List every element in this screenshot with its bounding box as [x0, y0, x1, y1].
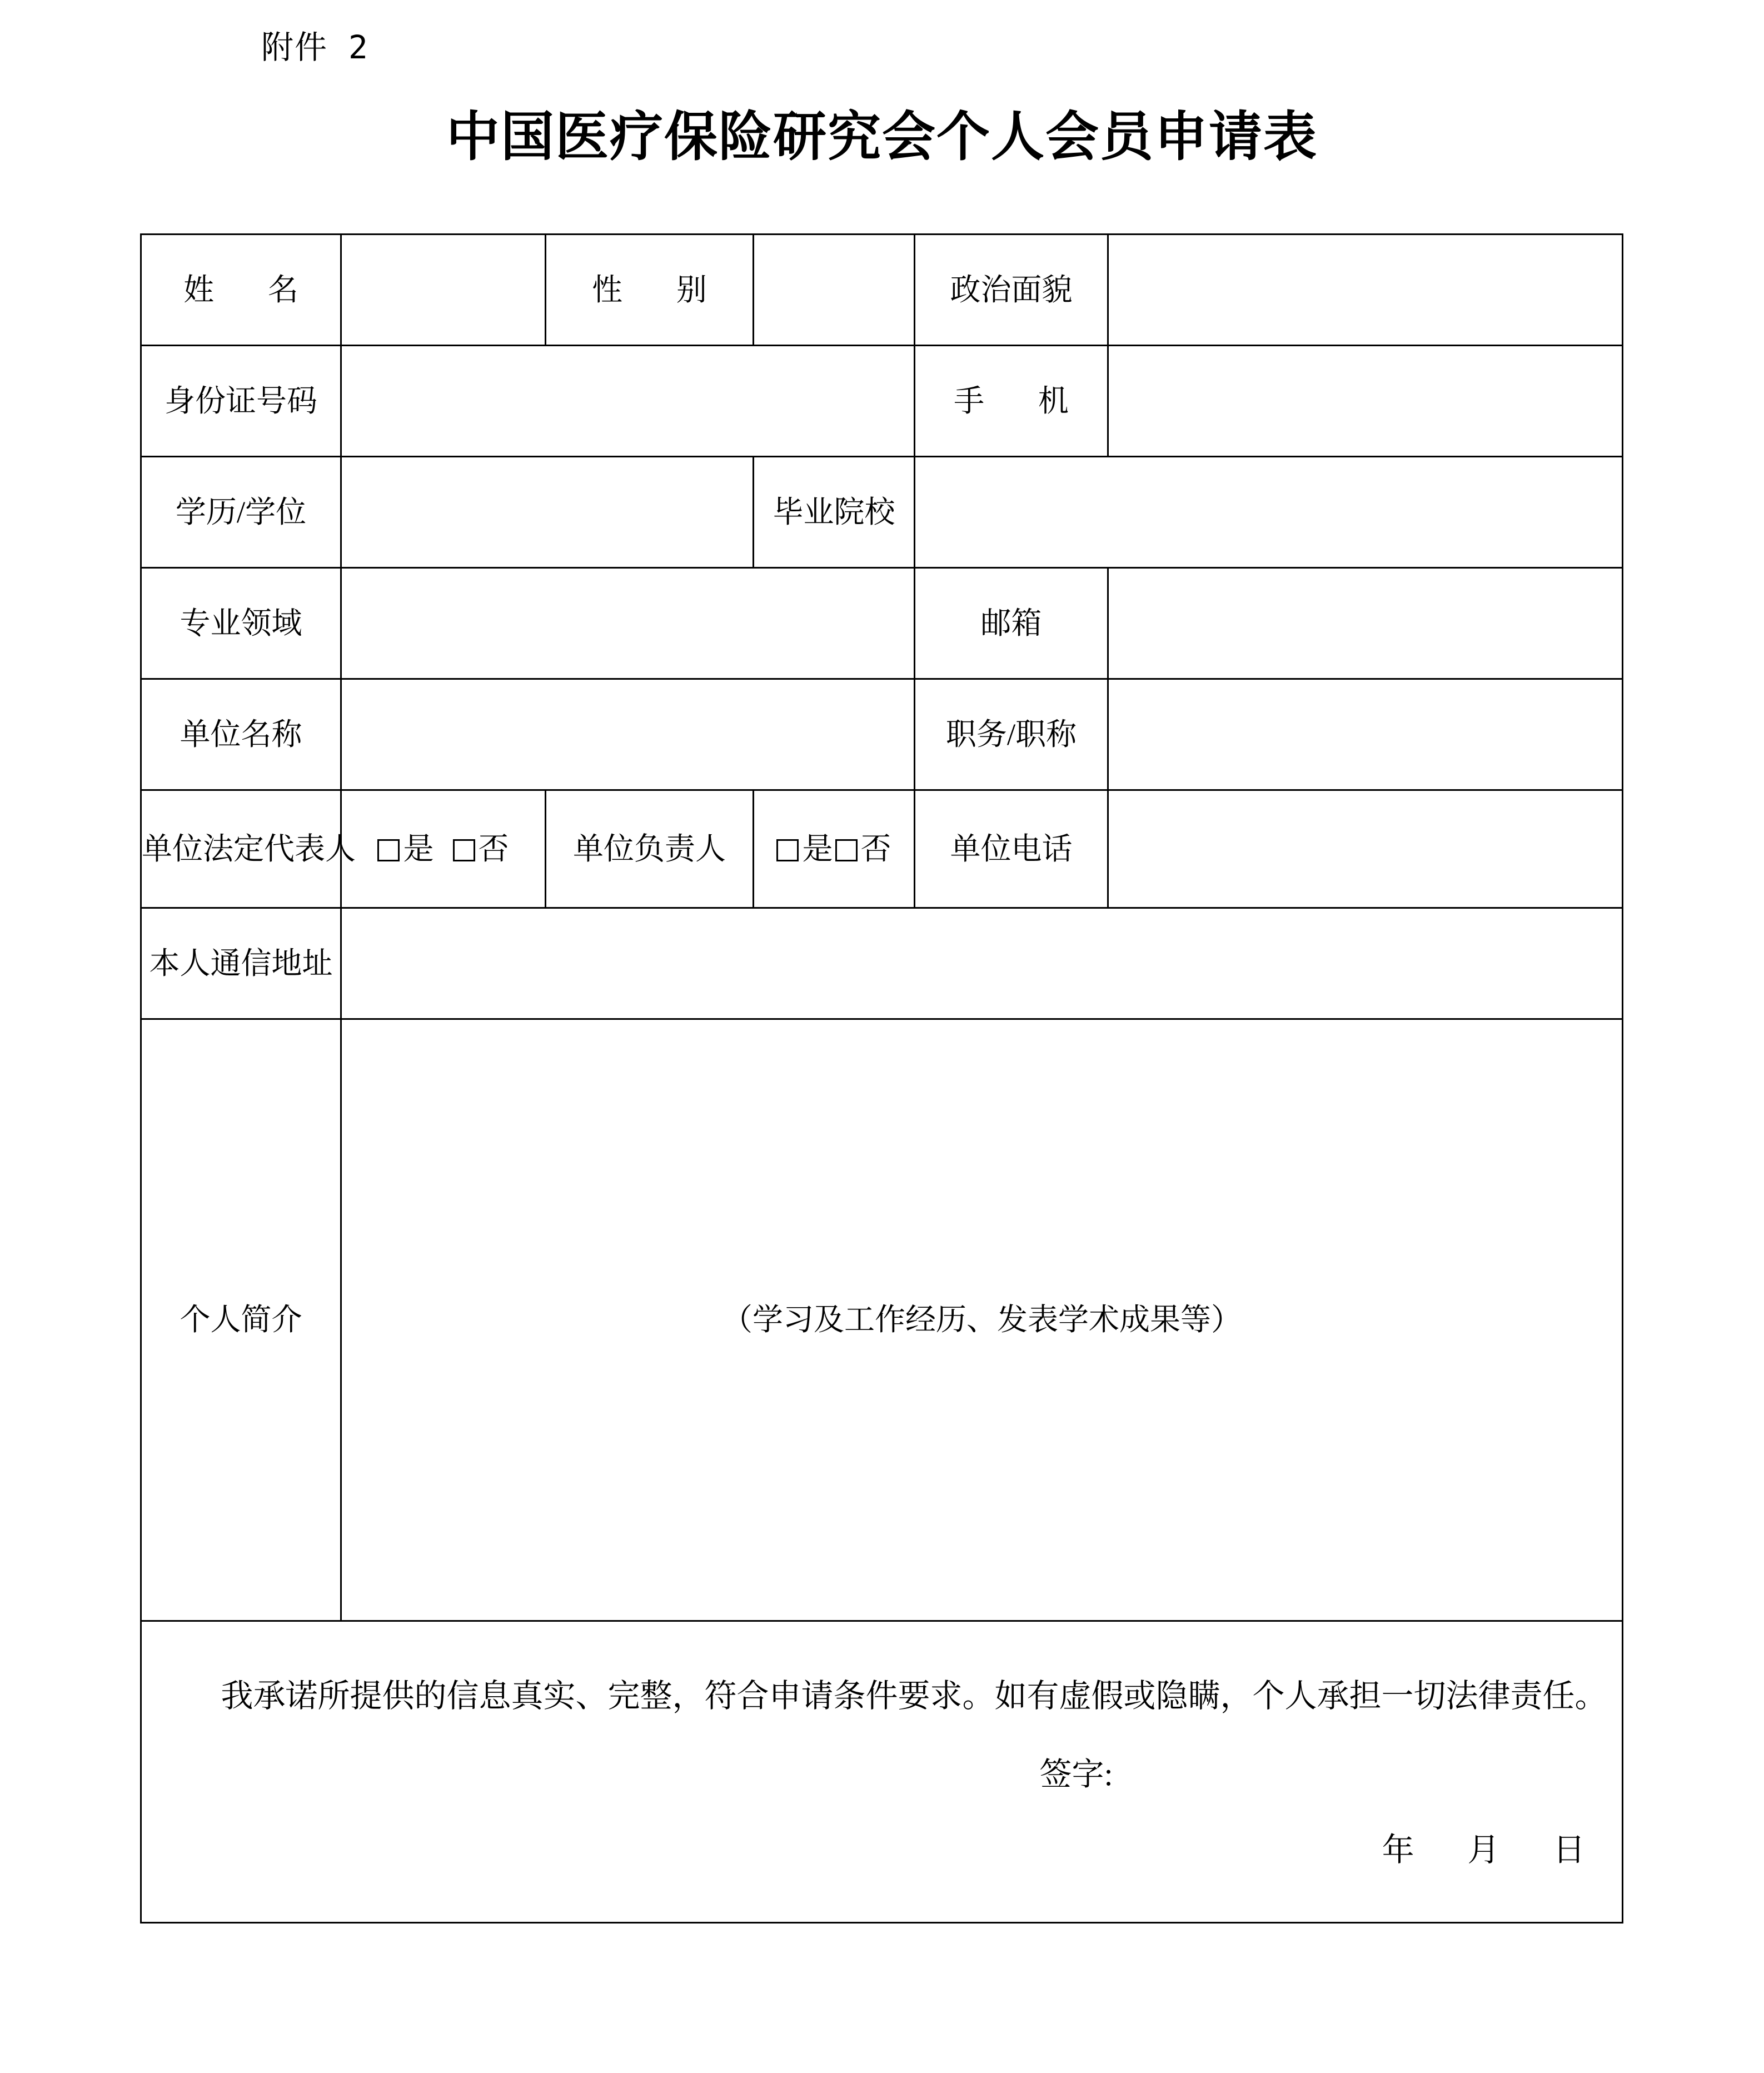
table-row	[141, 1621, 1623, 1923]
label-professional-field	[141, 568, 341, 679]
legal-no-label: 否	[478, 831, 509, 866]
date-year-label: 年	[1382, 1831, 1418, 1868]
label-work-unit-text: 单位名称	[180, 717, 302, 751]
leader-yes-label: 是	[802, 831, 833, 866]
label-political-status	[915, 235, 1108, 346]
date-line[interactable]	[142, 1827, 1622, 1873]
signature-label: 签字:	[1039, 1756, 1113, 1792]
label-name-text: 姓 名	[183, 272, 310, 307]
field-mailing-address[interactable]	[341, 908, 1623, 1019]
label-gender-text: 性 别	[592, 272, 719, 307]
date-month-label: 月	[1467, 1831, 1503, 1868]
label-id-number-text: 身份证号码	[164, 383, 317, 418]
page-title: 中国医疗保险研究会个人会员申请表	[446, 105, 1318, 168]
field-work-unit[interactable]	[341, 679, 915, 790]
table-row	[141, 235, 1623, 346]
label-unit-phone-text: 单位电话	[950, 831, 1073, 866]
table-row	[141, 457, 1623, 568]
legal-yes-label: 是	[403, 831, 434, 866]
table-row	[141, 1019, 1623, 1621]
attachment-label: 附件 2	[261, 28, 369, 66]
field-name[interactable]	[341, 235, 546, 346]
label-personal-profile	[141, 1019, 341, 1621]
label-mobile-text: 手 机	[954, 383, 1080, 418]
field-gender[interactable]	[754, 235, 915, 346]
declaration-block	[141, 1621, 1623, 1923]
field-mobile[interactable]	[1108, 346, 1623, 457]
label-work-unit	[141, 679, 341, 790]
label-education-degree-text: 学历/学位	[175, 495, 307, 529]
checkbox-icon-leader-no[interactable]	[835, 839, 858, 861]
checkbox-icon-leader-yes[interactable]	[776, 839, 799, 861]
label-name	[141, 235, 341, 346]
label-mailing-address-text: 本人通信地址	[149, 946, 333, 980]
declaration-text: 我承诺所提供的信息真实、完整，符合申请条件要求。如有虚假或隐瞒，个人承担一切法律责任。	[221, 1677, 1607, 1714]
label-unit-leader-text: 单位负责人	[572, 831, 726, 866]
date-day-label: 日	[1553, 1831, 1588, 1868]
label-email-text: 邮箱	[980, 606, 1042, 640]
field-education-degree[interactable]	[341, 457, 754, 568]
unit-leader-choice[interactable]	[754, 790, 915, 908]
label-graduate-school	[754, 457, 915, 568]
label-email	[915, 568, 1108, 679]
field-id-number[interactable]	[341, 346, 915, 457]
checkbox-icon-legal-yes[interactable]	[377, 839, 400, 861]
label-legal-representative	[141, 790, 356, 908]
personal-profile-hint: （学习及工作经历、发表学术成果等）	[721, 1302, 1242, 1337]
label-personal-profile-text: 个人简介	[180, 1303, 302, 1337]
table-row	[141, 679, 1623, 790]
field-personal-profile[interactable]	[341, 1019, 1623, 1621]
field-email[interactable]	[1108, 568, 1623, 679]
label-unit-leader	[546, 790, 754, 908]
label-graduate-school-text: 毕业院校	[773, 495, 895, 529]
table-row	[141, 346, 1623, 457]
table-row	[141, 568, 1623, 679]
field-political-status[interactable]	[1108, 235, 1623, 346]
label-mobile	[915, 346, 1108, 457]
field-position-title[interactable]	[1108, 679, 1623, 790]
field-graduate-school[interactable]	[915, 457, 1623, 568]
label-legal-representative-text: 单位法定代表人	[142, 831, 356, 866]
label-position-title	[915, 679, 1108, 790]
checkbox-icon-legal-no[interactable]	[453, 839, 475, 861]
label-unit-phone	[915, 790, 1108, 908]
label-professional-field-text: 专业领域	[180, 606, 302, 640]
label-mailing-address	[141, 908, 341, 1019]
label-id-number	[141, 346, 341, 457]
label-political-status-text: 政治面貌	[950, 272, 1073, 307]
field-unit-phone[interactable]	[1108, 790, 1623, 908]
table-row	[141, 790, 1623, 908]
label-position-title-text: 职务/职称	[945, 717, 1077, 751]
label-education-degree	[141, 457, 341, 568]
legal-representative-choice[interactable]	[341, 790, 546, 908]
leader-no-label: 否	[860, 831, 891, 866]
table-row	[141, 908, 1623, 1019]
label-gender	[546, 235, 754, 346]
field-professional-field[interactable]	[341, 568, 915, 679]
member-application-table	[140, 233, 1623, 1923]
signature-line[interactable]	[142, 1751, 1622, 1798]
